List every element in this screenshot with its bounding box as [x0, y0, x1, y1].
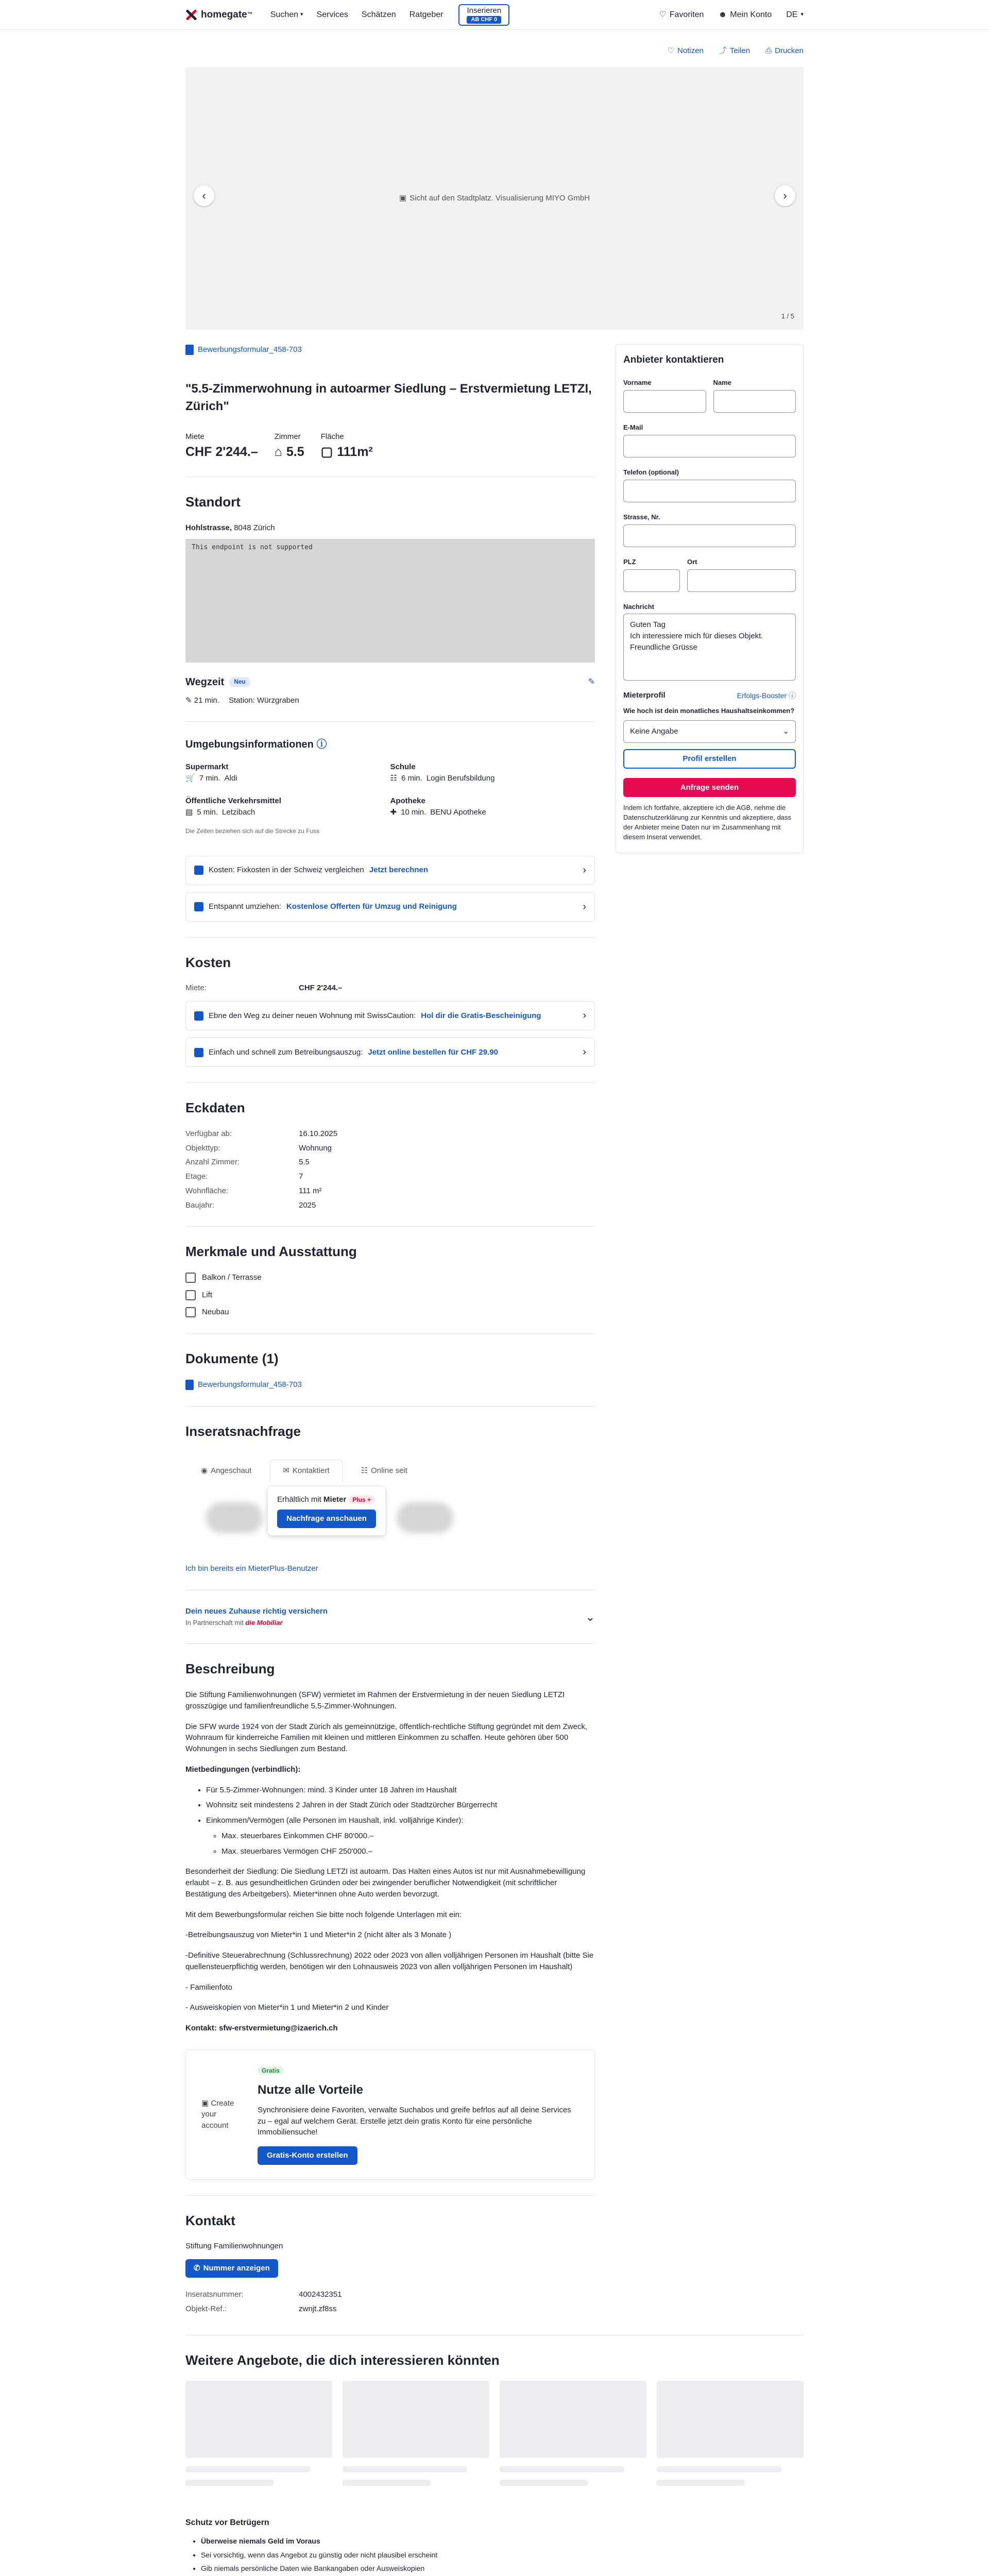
house-icon: ⌂: [274, 444, 282, 459]
account-illustration: ▣ Create your account: [201, 2098, 234, 2130]
building-icon: [185, 1307, 196, 1317]
offer-placeholder[interactable]: [343, 2381, 489, 2486]
chevron-down-icon: ▾: [800, 11, 804, 18]
street-input[interactable]: [623, 524, 796, 547]
heart-icon: ♡: [667, 46, 675, 55]
env-transport: Öffentliche Verkehrsmittel ▤ 5 min. Letzibach: [185, 795, 390, 818]
chevron-left-icon: ‹: [202, 189, 206, 202]
listing-main: [185, 344, 595, 2315]
document-icon: [185, 345, 194, 355]
phone-input[interactable]: [623, 480, 796, 502]
free-badge: Gratis: [258, 2066, 284, 2075]
mieterplus-login-link[interactable]: Ich bin bereits ein MieterPlus-Benutzer: [185, 1564, 318, 1573]
feature-new-building: Neubau: [185, 1307, 595, 1318]
address: Hohlstrasse, 8048 Zürich: [185, 523, 275, 532]
listing-title: "5.5-Zimmerwohnung in autoarmer Siedlung – Erstvermietung LETZI, Zürich": [185, 381, 592, 414]
main-nav: [270, 4, 509, 26]
mail-icon: ✉: [283, 1466, 289, 1476]
truck-icon: [194, 902, 203, 911]
environment-heading: Umgebungsinformationen ⓘ: [185, 739, 327, 751]
bus-icon: ▤: [185, 807, 193, 817]
chevron-right-icon: ›: [583, 1046, 586, 1058]
environment-grid: [185, 761, 595, 818]
promo-debt-extract[interactable]: Einfach und schnell zum Betreibungsauszug: Jetzt online bestellen für CHF 29.90 ›: [185, 1038, 595, 1067]
new-badge: Neu: [229, 677, 250, 687]
contact-heading: Kontakt: [185, 2212, 235, 2228]
gallery-counter: 1 / 5: [781, 312, 794, 320]
heart-icon: ♡: [659, 10, 667, 20]
offer-placeholder[interactable]: [185, 2381, 332, 2486]
listing-actions: [185, 30, 804, 67]
location-map[interactable]: This endpoint is not supported: [185, 539, 595, 663]
notes-button[interactable]: ♡ Notizen: [668, 45, 704, 57]
school-icon: ☷: [390, 774, 397, 783]
pharmacy-icon: ✚: [390, 807, 397, 817]
insert-button[interactable]: Inserieren AB CHF 0: [458, 4, 509, 26]
zip-input[interactable]: [623, 569, 680, 592]
cart-icon: 🛒: [185, 774, 195, 783]
tab-online-since[interactable]: ☷ Online seit: [361, 1460, 407, 1482]
chevron-right-icon: ›: [583, 864, 586, 876]
first-name-input[interactable]: [623, 390, 706, 413]
environment-note: Die Zeiten beziehen sich auf die Strecke zu Fuss: [185, 827, 320, 835]
favorites-link[interactable]: ♡ Favoriten: [659, 9, 704, 21]
documents-heading: Dokumente (1): [185, 1351, 279, 1367]
nav-search[interactable]: Suchen: [270, 10, 299, 20]
offer-placeholder[interactable]: [657, 2381, 804, 2486]
chevron-right-icon: ›: [583, 901, 586, 912]
promo-swisscaution[interactable]: Ebne den Weg zu deiner neuen Wohnung mit SwissCaution: Hol dir die Gratis-Bescheinigung ›: [185, 1001, 595, 1030]
feature-lift: Lift: [185, 1290, 595, 1301]
other-offers: [185, 2381, 804, 2486]
shield-icon: [194, 1011, 203, 1021]
commute-info: ✎ 21 min. Station: Würzgraben: [185, 696, 299, 705]
promo-moving[interactable]: Entspannt umziehen: Kostenlose Offerten für Umzug und Reinigung ›: [185, 892, 595, 922]
gallery-next-button[interactable]: [775, 185, 795, 206]
details-heading: Eckdaten: [185, 1100, 245, 1116]
other-offers-heading: Weitere Angebote, die dich interessieren könnten: [185, 2352, 500, 2368]
account-promo-card: ▣ Create your account Gratis Nutze alle Vorteile Synchronisiere deine Favoriten, verwalte Suchabos und greife befrlos auf all deine Services zu – egal auf welchem Gerät. Erstelle jetzt dein gratis Konto für eine persönliche Immobiliensuche! Gratis-Konto erstellen: [185, 2049, 595, 2180]
printer-icon: ⎙: [765, 46, 772, 55]
show-number-button[interactable]: ✆ Nummer anzeigen: [185, 2259, 278, 2278]
costs-heading: Kosten: [185, 954, 231, 970]
broken-image-icon: ▣: [399, 193, 407, 202]
walk-icon: ✎: [185, 696, 192, 705]
document-link[interactable]: Bewerbungsformular_458-703: [185, 1379, 595, 1391]
language-select[interactable]: DE ▾: [786, 10, 804, 20]
lift-icon: [185, 1290, 196, 1300]
promo-fixed-costs[interactable]: Kosten: Fixkosten in der Schweiz vergleichen Jetzt berechnen ›: [185, 856, 595, 885]
send-request-button[interactable]: Anfrage senden: [623, 778, 796, 798]
contact-name: Stiftung Familienwohnungen: [185, 2242, 283, 2251]
fact-area: Fläche ▢ 111m²: [321, 431, 373, 461]
brand-logo[interactable]: homegate ™: [185, 8, 253, 22]
edit-commute-icon[interactable]: ✎: [588, 677, 595, 687]
phone-icon: ✆: [194, 2264, 200, 2273]
features-heading: Merkmale und Ausstattung: [185, 1244, 357, 1260]
blurred-value: [397, 1502, 453, 1533]
fact-rooms: Zimmer ⌂ 5.5: [275, 431, 304, 461]
message-textarea[interactable]: Guten Tag Ich interessiere mich für dieses Objekt. Freundliche Grüsse: [623, 614, 796, 681]
commute-header: Wegzeit Neu ✎: [185, 676, 595, 688]
fraud-protection: Schutz vor Betrügern • Überweise niemals Geld im Voraus • Sei vorsichtig, wenn das Angebot zu günstig oder nicht plausibel erscheint • Gib niemals persönliche Daten wie Bankangaben oder Ausweiskopien: [185, 2517, 804, 2576]
listing-refs: Inseratsnummer: 4002432351 Objekt-Ref.: zwnjt.zf8ss: [185, 2290, 342, 2313]
print-button[interactable]: ⎙ Drucken: [765, 45, 804, 57]
costs-table: Miete: CHF 2'244.–: [185, 984, 343, 993]
share-button[interactable]: ⤴ Teilen: [719, 45, 750, 57]
mieterplus-popover: Erhältlich mit Mieter Plus + Nachfrage anschauen: [268, 1487, 385, 1535]
info-icon[interactable]: ⓘ: [316, 739, 327, 751]
plus-badge: Plus +: [348, 1496, 375, 1504]
gallery-image-alt: ▣ Sicht auf den Stadtplatz. Visualisierung MIYO GmbH: [399, 193, 590, 204]
location-heading: Standort: [185, 494, 241, 510]
requests-heading: Inseratsnachfrage: [185, 1423, 301, 1439]
document-icon: [194, 1048, 203, 1057]
last-name-input[interactable]: [713, 390, 796, 413]
blurred-value: [206, 1502, 263, 1533]
nav-estimate[interactable]: Schätzen: [361, 10, 396, 20]
details-table: Verfügbar ab: 16.10.2025 Objekttyp: Wohnung Anzahl Zimmer: 5.5 Etage: 7 Wohnfläche: 111 m² Baujahr: 2025: [185, 1129, 338, 1210]
calendar-icon: ☷: [361, 1466, 368, 1475]
email-input[interactable]: [623, 435, 796, 457]
description-text: Die Stiftung Familienwohnungen (SFW) vermietet im Rahmen der Erstvermietung in der neuen Siedlung LETZI grosszügige und familienfreundliche 5.5-Zimmer-Wohnungen. Die SFW wurde 1924 von der Stadt Zürich als gemeinnützige, öffentlich-rechtliche Stiftung gegründet mit dem Zweck, Wohnraum für kinderreiche Familien mit kleinen und mittleren Einkommen zu schaffen. Heute gehören über 500 Wohnungen in sechs Siedlungen zum Bestand. Mietbedingungen (verbindlich): • Für 5.5-Zimmer-Wohnungen: mind. 3 Kinder unter 18 Jahren im Haushalt • Wohnsitz seit mindestens 2 Jahren in der Stadt Zürich oder Stadtzürcher Bürgerrecht • Einkommen/Vermögen (alle Personen im Haushalt, inkl. volljährige Kinder): ◦ Max. steuerbares Einkommen CHF 80'000.– ◦ Max. steuerbares Vermögen CHF 250'000.– Besonderheit der Siedlung: Die Siedlung LETZI ist autoarm. Das Halten eines Autos ist nur mit Ausnahmebewilligung erlaubt – z. B. aus gesundheitlichen Gründen oder bei zwingender beruflicher Notwendigkeit (mit schriftlicher Bestätigung des Arbeitgebers). Mieter*innen ohne Auto werden bevorzugt. Mit dem Bewerbungsformular reichen Sie bitte noch folgende Unterlagen mit ein: -Betreibungsauszug von Mieter*in 1 und Mieter*in 2 (nicht älter als 3 Monate ) -Definitive Steuerabrechnung (Schlussrechnung) 2022 oder 2023 von allen volljährigen Personen im Haushalt (bitte Sie quellensteuerpflichtig werden, benötigen wir den Lohnausweis 2023 von allen volljährigen Personen im Haushalt) - Familienfoto - Ausweiskopien von Mieter*in 1 und Mieter*in 2 und Kinder Kontakt: sfw-erstvermietung@izaerich.ch: [185, 1689, 595, 2034]
legal-notice: Indem ich fortfahre, akzeptiere ich die AGB, nehme die Datenschutzerklärung zur Kenntnis und akzeptiere, dass der Anbieter meine Daten nur im Zusammenhang mit diesem Inserat verwendet.: [623, 804, 791, 841]
requests-tabs: [185, 1451, 595, 1482]
chevron-down-icon: ⌄: [782, 727, 789, 736]
chevron-down-icon: ▾: [300, 11, 303, 18]
offer-placeholder[interactable]: [500, 2381, 646, 2486]
account-link[interactable]: ☻ Mein Konto: [718, 9, 772, 21]
calculator-icon: [194, 866, 203, 875]
nav-guide[interactable]: Ratgeber: [409, 10, 444, 20]
income-select[interactable]: Keine Angabe ⌄: [623, 720, 796, 743]
application-form-link[interactable]: Bewerbungsformular_458-703: [185, 344, 595, 355]
mobiliar-logo: die Mobiliar: [245, 1618, 283, 1626]
fact-rent: Miete CHF 2'244.–: [185, 432, 258, 459]
tenant-profile-header: Mieterprofil Erfolgs-Booster ⓘ: [623, 690, 796, 701]
chevron-right-icon: ›: [783, 189, 787, 202]
contact-form: Anbieter kontaktieren Vorname Name E-Mail Telefon (optional) Strasse, Nr. PLZ Ort Nachricht Guten Tag Ich interessiere mich für dieses Objekt. Freundliche Grüsse Mieterprofil Erfolgs-Booster ⓘ Wie hoch ist dein monatliches Haushaltseinkommen? Keine Angabe ⌄ Profil erstellen Anfrage senden Indem ich fortfahre, akzeptiere ich die AGB, nehme die Datenschutzerklärung zur Kenntnis und akzeptiere, dass der Anbieter meine Daten nur im Zusammenhang mit diesem Inserat verwendet.: [616, 344, 804, 853]
share-icon: ⤴: [719, 46, 727, 55]
env-supermarket: Supermarkt 🛒 7 min. Aldi: [185, 761, 390, 784]
env-school: Schule ☷ 6 min. Login Berufsbildung: [390, 761, 595, 784]
user-icon: ☻: [718, 10, 727, 20]
eye-icon: ◉: [201, 1466, 208, 1475]
create-account-button[interactable]: Gratis-Konto erstellen: [258, 2146, 357, 2165]
area-icon: ▢: [320, 444, 333, 459]
requests-blurred-stats: [185, 1482, 595, 1554]
chevron-right-icon: ›: [583, 1010, 586, 1022]
image-gallery[interactable]: [185, 67, 804, 330]
env-pharmacy: Apotheke ✚ 10 min. BENU Apotheke: [390, 795, 595, 818]
key-facts: [185, 431, 595, 461]
description-heading: Beschreibung: [185, 1661, 275, 1677]
city-input[interactable]: [687, 569, 796, 592]
tab-viewed[interactable]: ◉ Angeschaut: [201, 1460, 251, 1482]
view-demand-button[interactable]: Nachfrage anschauen: [277, 1510, 376, 1528]
create-profile-button[interactable]: Profil erstellen: [623, 749, 796, 769]
feature-balcony: Balkon / Terrasse: [185, 1272, 595, 1283]
info-icon: ⓘ: [789, 691, 796, 700]
homegate-logo-icon: [185, 9, 197, 21]
balcony-icon: [185, 1273, 196, 1283]
tab-contacted[interactable]: ✉ Kontaktiert: [270, 1460, 342, 1482]
nav-services[interactable]: Services: [316, 10, 348, 20]
insurance-promo[interactable]: Dein neues Zuhause richtig versichern In Partnerschaft mit die Mobiliar ⌄: [185, 1606, 595, 1626]
broken-image-icon: ▣: [201, 2098, 209, 2108]
success-booster-link[interactable]: Erfolgs-Booster ⓘ: [737, 691, 796, 700]
gallery-prev-button[interactable]: [194, 185, 214, 206]
document-icon: [185, 1380, 194, 1390]
chevron-down-icon: ⌄: [585, 1610, 595, 1623]
header: [0, 0, 989, 30]
